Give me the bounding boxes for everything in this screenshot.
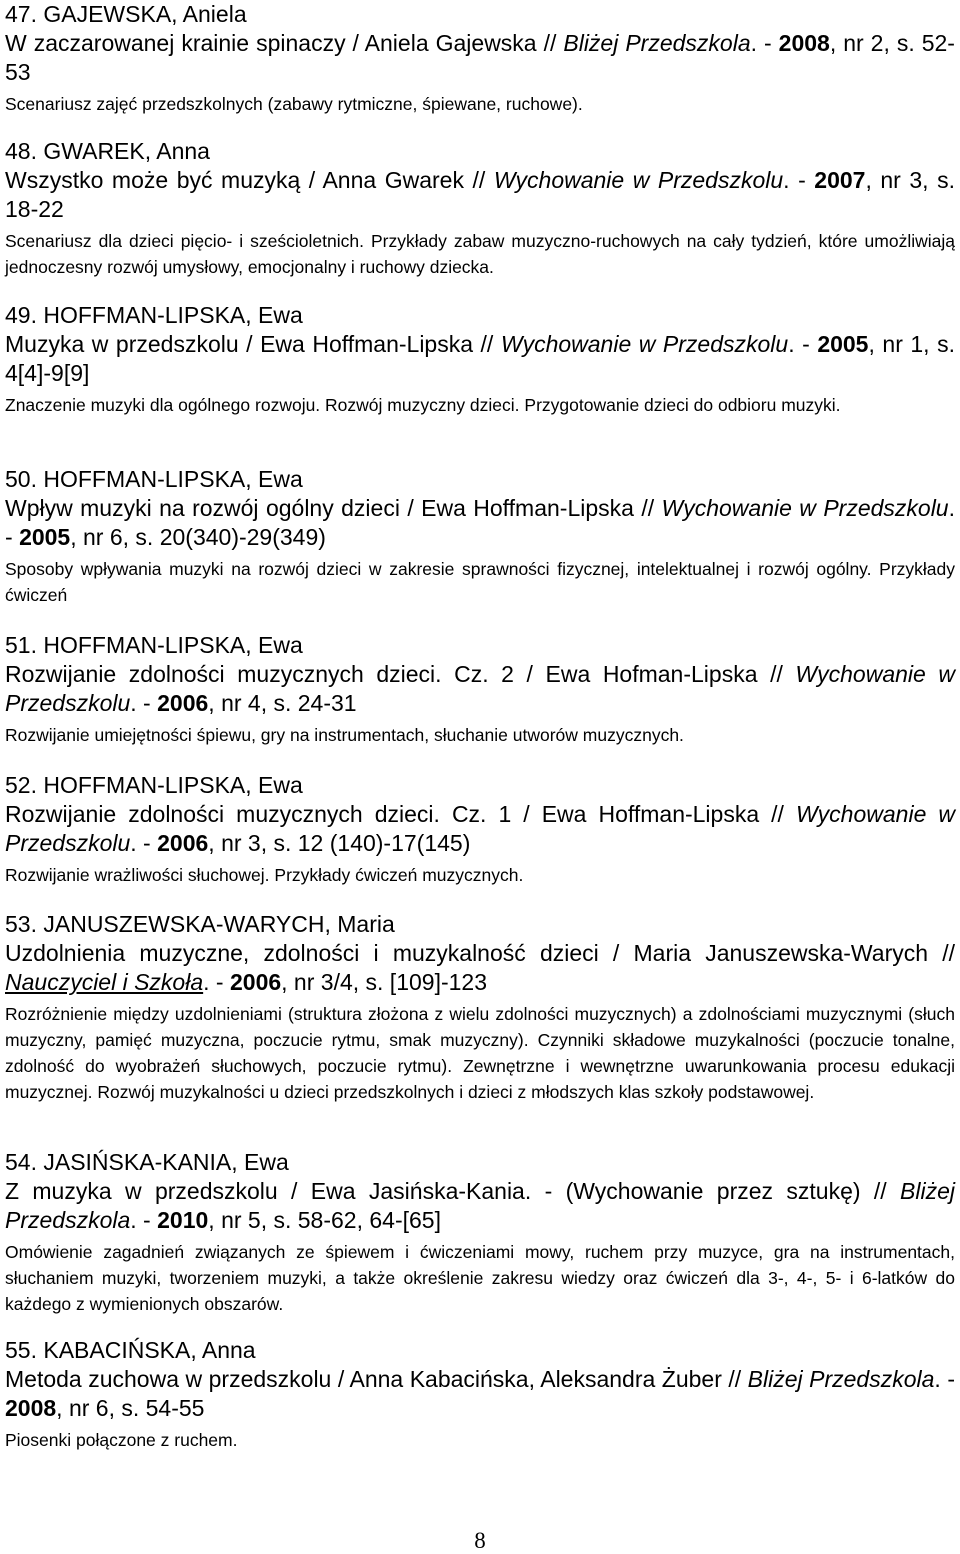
citation-separator: . -: [783, 167, 815, 193]
citation-separator: . -: [934, 1366, 955, 1392]
entry-annotation: Rozwijanie wrażliwości słuchowej. Przykłady ćwiczeń muzycznych.: [5, 865, 524, 885]
entry-heading: 49. HOFFMAN-LIPSKA, Ewa: [5, 302, 303, 328]
citation-text: Rozwijanie zdolności muzycznych dzieci. Cz. 2 / Ewa Hofman-Lipska //: [5, 661, 796, 687]
entry-heading: 55. KABACIŃSKA, Anna: [5, 1337, 256, 1363]
page-number: 8: [474, 1528, 486, 1553]
publication-year: 2007: [814, 167, 866, 193]
journal-title: Wychowanie w Przedszkolu: [5, 661, 955, 716]
citation-separator: . -: [130, 690, 158, 716]
entry-heading: 54. JASIŃSKA-KANIA, Ewa: [5, 1149, 289, 1175]
entry-citation: [5, 800, 955, 858]
citation-issue: , nr 5, s. 58-62, 64-[65]: [208, 1207, 441, 1233]
citation-issue: , nr 3, s. 18-22: [5, 167, 955, 222]
bibliography-entry-54: [5, 1148, 955, 1317]
journal-title: Wychowanie w Przedszkolu: [493, 167, 784, 193]
citation-separator: . -: [130, 1207, 158, 1233]
bibliography-entry-48: [5, 137, 955, 280]
bibliography-entry-47: [5, 0, 955, 117]
citation-text: Metoda zuchowa w przedszkolu / Anna Kabacińska, Aleksandra Żuber //: [5, 1366, 748, 1392]
entry-annotation: Omówienie zagadnień związanych ze śpiewem i ćwiczeniami mowy, ruchem przy muzyce, gra na instrumentach, słuchaniem muzyki, tworzeniem muzyki, a także określenie zakresu wiedzy oraz ćwiczeń dla 3-, 4-, 5- i 6-latków do każdego z wymienionych obszarów.: [5, 1242, 955, 1314]
citation-text: Rozwijanie zdolności muzycznych dzieci. Cz. 1 / Ewa Hoffman-Lipska //: [5, 801, 796, 827]
entry-citation: [5, 29, 955, 87]
citation-separator: . -: [130, 830, 158, 856]
citation-text: W zaczarowanej krainie spinaczy / Aniela Gajewska //: [5, 30, 564, 56]
entry-citation: [5, 1365, 955, 1423]
citation-issue: , nr 1, s. 4[4]-9[9]: [5, 331, 955, 386]
citation-issue: , nr 2, s. 52-53: [5, 30, 955, 85]
entry-annotation: Znaczenie muzyki dla ogólnego rozwoju. Rozwój muzyczny dzieci. Przygotowanie dzieci do odbioru muzyki.: [5, 395, 841, 415]
citation-separator: . -: [750, 30, 779, 56]
entry-citation: [5, 939, 955, 997]
entry-heading: 48. GWAREK, Anna: [5, 138, 210, 164]
publication-year: 2005: [817, 331, 869, 357]
entry-annotation: Scenariusz dla dzieci pięcio- i sześcioletnich. Przykłady zabaw muzyczno-ruchowych na cały tydzień, które umożliwiają jednoczesny rozwój umysłowy, emocjonalny i ruchowy dziecka.: [5, 231, 955, 277]
journal-title: Wychowanie w Przedszkolu: [5, 801, 955, 856]
entry-heading: 52. HOFFMAN-LIPSKA, Ewa: [5, 772, 303, 798]
publication-year: 2006: [157, 690, 209, 716]
publication-year: 2006: [229, 969, 282, 995]
entry-citation: [5, 660, 955, 718]
journal-title: Bliżej Przedszkola: [747, 1366, 935, 1392]
citation-separator: . -: [5, 495, 955, 550]
publication-year: 2005: [19, 524, 71, 550]
journal-title: Bliżej Przedszkola: [563, 30, 751, 56]
bibliography-entry-51: [5, 631, 955, 748]
entry-annotation: Rozróżnienie między uzdolnieniami (struktura złożona z wielu zdolności muzycznych) a zdolnościami muzycznymi (słuch muzyczny, pamięć muzyczna, poczucie rytmu, smak muzyczny). Czynniki składowe muzykalności (poczucie tonalne, zdolność do wyobrażeń słuchowych, poczucie rytmu). Zewnętrzne i wewnętrzne uwarunkowania procesu edukacji muzycznej. Rozwój muzykalności u dzieci przedszkolnych i dzieci z młodszych klas szkoły podstawowej.: [5, 1004, 955, 1102]
citation-separator: . -: [788, 331, 818, 357]
citation-text: Wpływ muzyki na rozwój ogólny dzieci / Ewa Hoffman-Lipska //: [5, 495, 662, 521]
entry-annotation: Sposoby wpływania muzyki na rozwój dzieci w zakresie sprawności fizycznej, intelektualnej i rozwój ogólny. Przykłady ćwiczeń: [5, 559, 955, 605]
publication-year: 2008: [778, 30, 830, 56]
entry-citation: [5, 166, 955, 224]
citation-text: Z muzyka w przedszkolu / Ewa Jasińska-Kania. - (Wychowanie przez sztukę) //: [5, 1178, 901, 1204]
bibliography-entry-49: [5, 301, 955, 418]
publication-year: 2006: [157, 830, 209, 856]
bibliography-entry-50: [5, 465, 955, 608]
entry-annotation: Rozwijanie umiejętności śpiewu, gry na instrumentach, słuchanie utworów muzycznych.: [5, 725, 684, 745]
entry-heading: 47. GAJEWSKA, Aniela: [5, 1, 247, 27]
journal-title: Nauczyciel i Szkoła: [5, 969, 204, 995]
entry-annotation: Piosenki połączone z ruchem.: [5, 1430, 238, 1450]
journal-title: Bliżej Przedszkola: [5, 1178, 955, 1233]
citation-text: Muzyka w przedszkolu / Ewa Hoffman-Lipska //: [5, 331, 501, 357]
publication-year: 2008: [5, 1395, 57, 1421]
bibliography-entry-53: [5, 910, 955, 1105]
citation-issue: , nr 4, s. 24-31: [208, 690, 357, 716]
entry-heading: 51. HOFFMAN-LIPSKA, Ewa: [5, 632, 303, 658]
bibliography-entry-52: [5, 771, 955, 888]
citation-text: Wszystko może być muzyką / Anna Gwarek //: [5, 167, 494, 193]
journal-title: Wychowanie w Przedszkolu: [500, 331, 789, 357]
entry-annotation: Scenariusz zajęć przedszkolnych (zabawy rytmiczne, śpiewane, ruchowe).: [5, 94, 583, 114]
entry-heading: 50. HOFFMAN-LIPSKA, Ewa: [5, 466, 303, 492]
bibliography-entry-55: [5, 1336, 955, 1453]
entry-citation: [5, 494, 955, 552]
journal-title: Wychowanie w Przedszkolu: [661, 495, 949, 521]
entry-citation: [5, 1177, 955, 1235]
entry-heading: 53. JANUSZEWSKA-WARYCH, Maria: [5, 911, 395, 937]
entry-citation: [5, 330, 955, 388]
citation-text: Uzdolnienia muzyczne, zdolności i muzykalność dzieci / Maria Januszewska-Warych //: [5, 940, 955, 966]
publication-year: 2010: [157, 1207, 209, 1233]
citation-issue: , nr 6, s. 54-55: [56, 1395, 205, 1421]
citation-issue: , nr 3/4, s. [109]-123: [281, 969, 487, 995]
citation-issue: , nr 6, s. 20(340)-29(349): [70, 524, 326, 550]
citation-issue: , nr 3, s. 12 (140)-17(145): [208, 830, 471, 856]
citation-separator: . -: [203, 969, 230, 995]
